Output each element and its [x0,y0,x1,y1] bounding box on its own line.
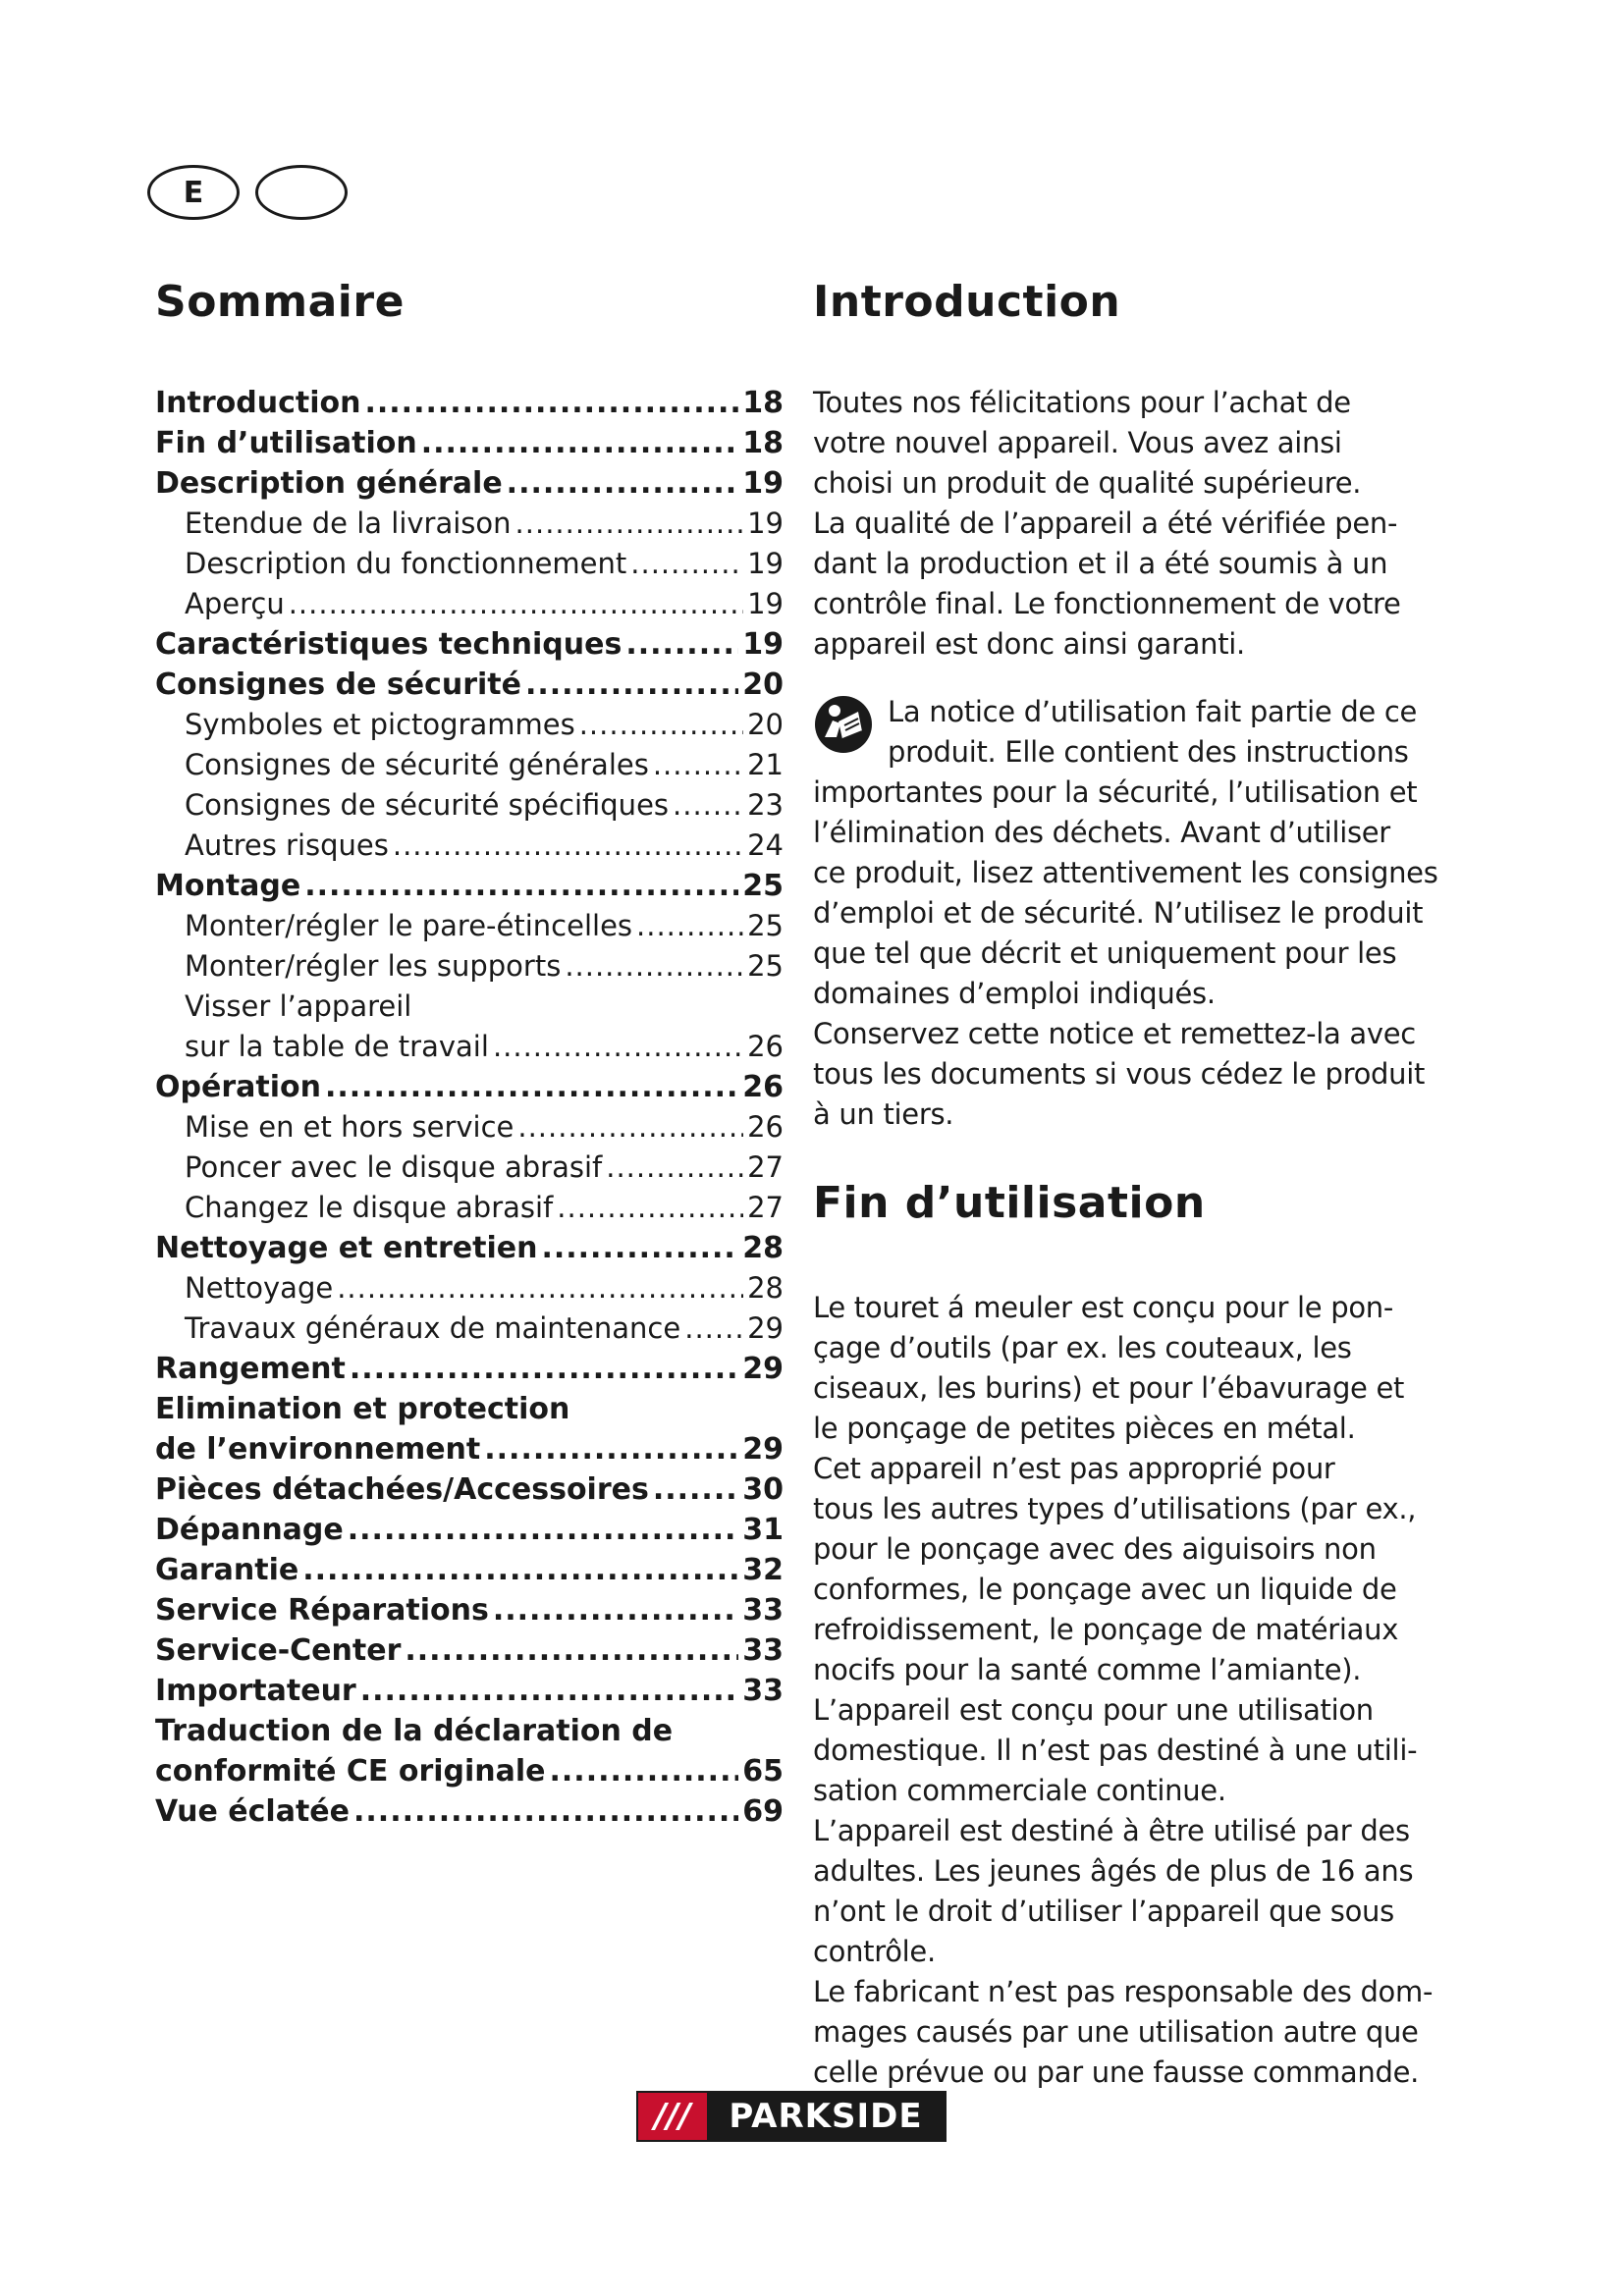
toc-entry-page: 29 [742,1432,784,1467]
toc-entry [155,1751,784,1791]
toc-entry [155,1389,784,1429]
toc-leader-dots [684,1308,743,1349]
text-line: L’appareil est destiné à être utilisé par des [813,1814,1410,1847]
text-line: L’appareil est conçu pour une utilisation [813,1693,1374,1727]
toc-entry [155,987,784,1027]
text-line: choisi un produit de qualité supérieure. [813,466,1362,500]
text-line: nocifs pour la santé comme l’amiante). [813,1653,1362,1686]
toc-entry [155,1469,784,1510]
toc-entry-page: 19 [742,627,784,662]
toc-leader-dots [517,1107,743,1148]
text-line: Le touret á meuler est conçu pour le pon- [813,1291,1394,1324]
toc-entry-page: 33 [742,1633,784,1668]
language-badge-right [255,165,348,220]
toc-entry-label: de l’environnement [155,1432,481,1467]
text-line: dant la production et il a été soumis à un [813,547,1388,580]
toc-entry-label: Monter/régler le pare-étincelles [185,909,633,942]
toc-entry-label: Mise en et hors service [185,1110,514,1144]
toc-entry-label: Nettoyage [185,1271,334,1305]
toc-entry-page: 21 [747,748,784,781]
toc-entry-page: 29 [747,1311,784,1345]
logo-brand: PARKSIDE [707,2093,945,2140]
toc-entry [155,785,784,826]
toc-entry [155,504,784,544]
toc-entry-page: 19 [747,547,784,580]
toc-entry-page: 31 [742,1513,784,1547]
toc-leader-dots [625,624,738,665]
toc-entry-label: Vue éclatée [155,1794,350,1829]
text-line: refroidissement, le ponçage de matériaux [813,1613,1399,1646]
toc-entry [155,826,784,866]
toc-entry-page: 25 [742,869,784,903]
toc-leader-dots [557,1188,743,1228]
toc-entry-label: Description générale [155,466,503,501]
fin-utilisation-title: Fin d’utilisation [813,1178,1206,1228]
toc-entry-label: Caractéristiques techniques [155,627,623,662]
toc-entry-label: Symboles et pictogrammes [185,708,575,741]
toc-entry-label: Garantie [155,1553,299,1587]
toc-leader-dots [304,866,738,906]
toc-entry-label: Dépannage [155,1513,344,1547]
toc-leader-dots [653,745,743,785]
toc-entry [155,1671,784,1711]
toc-entry [155,1429,784,1469]
text-line: domaines d’emploi indiqués. [813,977,1216,1010]
toc-leader-dots [405,1630,738,1671]
toc-leader-dots [579,705,743,745]
toc-leader-dots [493,1590,738,1630]
toc-entry-page: 33 [742,1674,784,1708]
text-line: le ponçage de petites pièces en métal. [813,1412,1356,1445]
fin-utilisation-paragraph [813,1288,1441,2093]
toc-leader-dots [507,463,739,504]
toc-entry [155,1510,784,1550]
toc-entry [155,383,784,423]
toc-entry-page: 19 [747,587,784,620]
parkside-logo [636,2091,947,2142]
toc-entry-page: 27 [747,1150,784,1184]
toc-entry-label: Consignes de sécurité [155,667,521,702]
toc-entry-label: Montage [155,869,301,903]
text-line: Cet appareil n’est pas approprié pour [813,1452,1335,1485]
text-line: d’emploi et de sécurité. N’utilisez le produit [813,896,1424,930]
text-line: La notice d’utilisation fait partie de ce [888,695,1418,728]
toc-entry-label: sur la table de travail [185,1030,489,1063]
toc-entry-label: Consignes de sécurité spécifiques [185,788,670,822]
text-line: que tel que décrit et uniquement pour les [813,936,1397,970]
toc-entry-page: 28 [747,1271,784,1305]
toc-entry-page: 28 [742,1231,784,1265]
text-line: Conservez cette notice et remettez-la avec [813,1017,1416,1050]
toc-entry-label: Importateur [155,1674,356,1708]
text-line: pour le ponçage avec des aiguisoirs non [813,1532,1377,1566]
toc-entry [155,665,784,705]
toc-entry [155,1228,784,1268]
text-line: produit. Elle contient des instructions [888,735,1409,769]
toc-entry [155,423,784,463]
toc-entry-label: conformité CE originale [155,1754,546,1789]
toc-leader-dots [360,1671,739,1711]
toc-entry [155,866,784,906]
toc-entry-page: 26 [747,1030,784,1063]
toc-entry-label: Service-Center [155,1633,402,1668]
toc-leader-dots [302,1550,738,1590]
sommaire-title: Sommaire [155,277,405,327]
text-line: n’ont le droit d’utiliser l’appareil que sous [813,1895,1394,1928]
toc-entry [155,1308,784,1349]
text-line: celle prévue ou par une fausse commande. [813,2056,1420,2089]
toc-leader-dots [364,383,738,423]
toc-entry-label: Description du fonctionnement [185,547,627,580]
toc-entry-page: 19 [742,466,784,501]
text-line: ce produit, lisez attentivement les consignes [813,856,1438,889]
toc-entry-label: Autres risques [185,828,389,862]
toc-entry [155,1791,784,1832]
toc-leader-dots [353,1791,738,1832]
toc-entry [155,1148,784,1188]
text-line: Le fabricant n’est pas responsable des dom- [813,1975,1434,2008]
toc-leader-dots [289,584,743,624]
toc-entry [155,1107,784,1148]
toc-entry-label: Nettoyage et entretien [155,1231,538,1265]
text-line: contrôle. [813,1935,936,1968]
toc-entry [155,946,784,987]
toc-entry [155,1067,784,1107]
text-line: Toutes nos félicitations pour l’achat de [813,386,1351,419]
toc-entry [155,906,784,946]
introduction-title: Introduction [813,277,1121,327]
toc-entry-page: 19 [747,507,784,540]
toc-entry [155,705,784,745]
toc-entry-label: Changez le disque abrasif [185,1191,554,1224]
toc-leader-dots [653,1469,738,1510]
text-line: sation commerciale continue. [813,1774,1226,1807]
text-line: çage d’outils (par ex. les couteaux, les [813,1331,1352,1364]
text-line: conformes, le ponçage avec un liquide de [813,1573,1397,1606]
toc-leader-dots [550,1751,739,1791]
text-line: mages causés par une utilisation autre que [813,2015,1419,2049]
toc-entry-label: Fin d’utilisation [155,426,417,460]
toc-entry-page: 20 [742,667,784,702]
toc-entry-label: Service Réparations [155,1593,489,1628]
toc-leader-dots [493,1027,743,1067]
toc-entry-page: 33 [742,1593,784,1628]
toc-entry-label: Elimination et protection [155,1392,570,1426]
text-line: La qualité de l’appareil a été vérifiée pen- [813,507,1398,540]
toc-entry-label: Aperçu [185,587,285,620]
toc-entry-label: Traduction de la déclaration de [155,1714,674,1748]
toc-leader-dots [484,1429,738,1469]
logo-stripes: /// [654,2097,691,2136]
toc-entry-label: Consignes de sécurité générales [185,748,649,781]
text-line: adultes. Les jeunes âgés de plus de 16 ans [813,1854,1414,1888]
text-line: domestique. Il n’est pas destiné à une utili- [813,1734,1418,1767]
toc-entry [155,584,784,624]
toc-entry-label: Poncer avec le disque abrasif [185,1150,603,1184]
text-line: à un tiers. [813,1097,954,1131]
toc-entry [155,745,784,785]
toc-entry-page: 20 [747,708,784,741]
toc-entry-page: 29 [742,1352,784,1386]
text-line: contrôle final. Le fonctionnement de votre [813,587,1401,620]
text-line: ciseaux, les burins) et pour l’ébavurage et [813,1371,1405,1405]
text-line: votre nouvel appareil. Vous avez ainsi [813,426,1342,459]
notice-paragraph [813,692,1441,1135]
toc-leader-dots [325,1067,738,1107]
sommaire-column [155,273,784,1832]
toc-entry-page: 30 [742,1472,784,1507]
toc-entry-page: 27 [747,1191,784,1224]
text-line: tous les documents si vous cédez le produit [813,1057,1426,1091]
introduction-paragraph [813,383,1441,665]
toc-entry [155,1711,784,1751]
toc-leader-dots [630,544,743,584]
toc-leader-dots [636,906,743,946]
toc-entry-label: Travaux généraux de maintenance [185,1311,681,1345]
toc-leader-dots [421,423,739,463]
text-line: importantes pour la sécurité, l’utilisation et [813,775,1418,809]
toc-leader-dots [606,1148,743,1188]
text-line: appareil est donc ainsi garanti. [813,627,1245,661]
toc-leader-dots [565,946,743,987]
toc-entry-label: Introduction [155,386,361,420]
toc-entry [155,544,784,584]
toc-entry-label: Monter/régler les supports [185,949,562,983]
toc-entry-label: Etendue de la livraison [185,507,512,540]
toc-entry-page: 25 [747,909,784,942]
toc-entry-page: 18 [742,426,784,460]
toc-leader-dots [515,504,744,544]
toc-leader-dots [673,785,743,826]
toc-leader-dots [350,1349,738,1389]
toc-entry [155,624,784,665]
toc-entry-page: 26 [742,1070,784,1104]
language-badge-left: E [147,165,240,220]
table-of-contents [155,383,784,1832]
toc-entry-page: 32 [742,1553,784,1587]
read-manual-icon [813,694,874,755]
toc-entry-page: 26 [747,1110,784,1144]
toc-entry [155,1630,784,1671]
toc-entry-label: Rangement [155,1352,346,1386]
toc-leader-dots [541,1228,738,1268]
toc-leader-dots [525,665,738,705]
toc-entry [155,1027,784,1067]
toc-leader-dots [393,826,743,866]
toc-entry-label: Visser l’appareil [185,989,412,1023]
toc-entry-page: 24 [747,828,784,862]
notice-block [813,692,1441,1135]
toc-leader-dots [348,1510,739,1550]
content-column [813,273,1441,2093]
toc-entry-page: 23 [747,788,784,822]
text-line: tous les autres types d’utilisations (par ex., [813,1492,1417,1525]
toc-entry-page: 25 [747,949,784,983]
toc-leader-dots [337,1268,743,1308]
toc-entry-page: 69 [742,1794,784,1829]
toc-entry-page: 65 [742,1754,784,1789]
toc-entry [155,1268,784,1308]
toc-entry-label: Pièces détachées/Accessoires [155,1472,649,1507]
toc-entry [155,1188,784,1228]
toc-entry-page: 18 [742,386,784,420]
toc-entry-label: Opération [155,1070,321,1104]
toc-entry [155,463,784,504]
toc-entry [155,1590,784,1630]
toc-entry [155,1550,784,1590]
toc-entry [155,1349,784,1389]
text-line: l’élimination des déchets. Avant d’utiliser [813,816,1390,849]
